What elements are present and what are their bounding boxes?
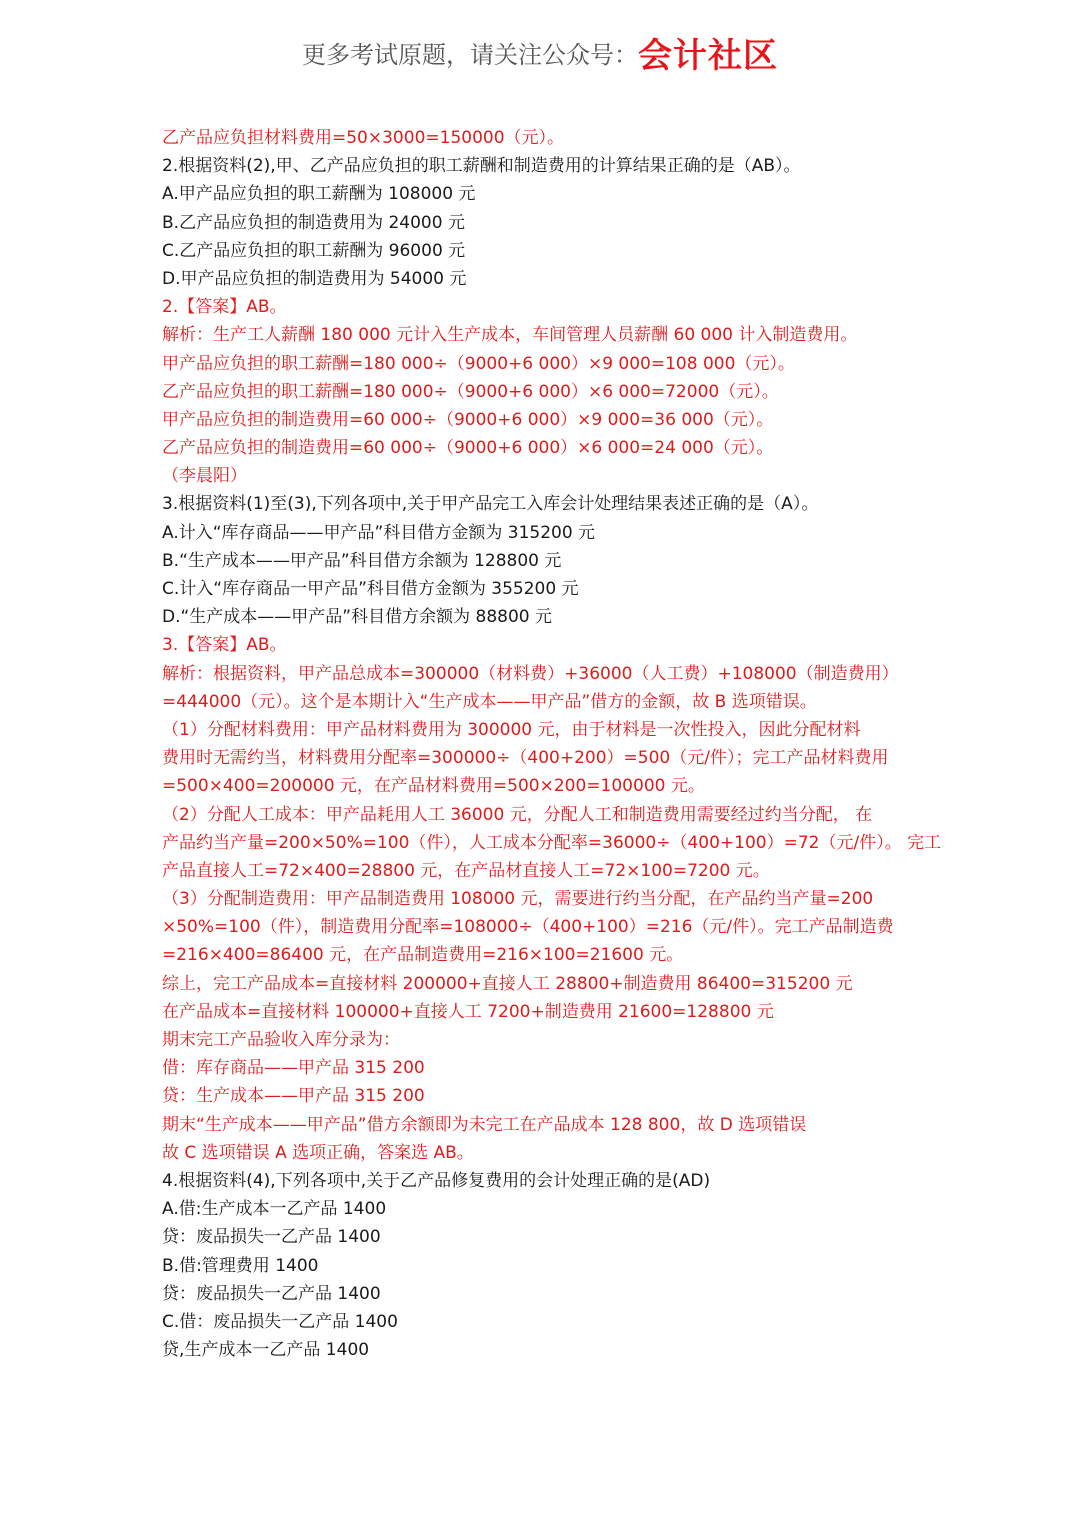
text-line: 期末“生产成本——甲产品”借方余额即为未完工在产品成本 128 800，故 D 选项错误 bbox=[162, 1114, 807, 1135]
text-line: 产品约当产量=200×50%=100（件），人工成本分配率=36000÷（400+100）=72（元/件）。 完工 bbox=[162, 832, 942, 853]
text-line: 3.根据资料(1)至(3),下列各项中,关于甲产品完工入库会计处理结果表述正确的是（A）。 bbox=[162, 494, 819, 515]
header-brand: 会计社区 bbox=[638, 36, 778, 76]
text-line: A.借:生产成本一乙产品 1400 bbox=[162, 1199, 387, 1220]
text-line: 贷：废品损失一乙产品 1400 bbox=[162, 1283, 381, 1304]
text-line: D.甲产品应负担的制造费用为 54000 元 bbox=[162, 268, 467, 289]
text-line: （3）分配制造费用：甲产品制造费用 108000 元，需要进行约当分配，在产品约当产量=200 bbox=[162, 889, 874, 910]
text-line: 解析：生产工人薪酬 180 000 元计入生产成本，车间管理人员薪酬 60 000 计入制造费用。 bbox=[162, 325, 858, 346]
text-line: （2）分配人工成本：甲产品耗用人工 36000 元，分配人工和制造费用需要经过约当分配， 在 bbox=[162, 804, 873, 825]
text-line: =500×400=200000 元，在产品材料费用=500×200=100000 元。 bbox=[162, 776, 705, 797]
text-line: 甲产品应负担的制造费用=60 000÷（9000+6 000）×9 000=36 000（元）。 bbox=[162, 409, 774, 430]
text-line: C.计入“库存商品一甲产品”科目借方金额为 355200 元 bbox=[162, 579, 579, 599]
text-line: 贷：废品损失一乙产品 1400 bbox=[162, 1227, 381, 1248]
text-line: =444000（元）。这个是本期计入“生产成本——甲产品”借方的金额，故 B 选项错误。 bbox=[162, 691, 817, 712]
text-line: 期末完工产品验收入库分录为： bbox=[162, 1030, 400, 1050]
text-line: B.“生产成本——甲产品”科目借方余额为 128800 元 bbox=[162, 550, 562, 571]
text-line: A.甲产品应负担的职工薪酬为 108000 元 bbox=[162, 184, 476, 205]
page-header bbox=[0, 28, 1080, 77]
text-line: （李晨阳） bbox=[162, 466, 247, 487]
text-line: =216×400=86400 元，在产品制造费用=216×100=21600 元。 bbox=[162, 945, 684, 966]
text-line: 2.根据资料(2),甲、乙产品应负担的职工薪酬和制造费用的计算结果正确的是（AB）。 bbox=[162, 156, 801, 177]
text-line: A.计入“库存商品——甲产品”科目借方金额为 315200 元 bbox=[162, 522, 596, 543]
text-line: B.借:管理费用 1400 bbox=[162, 1255, 319, 1276]
text-line: 在产品成本=直接材料 100000+直接人工 7200+制造费用 21600=128800 元 bbox=[162, 1001, 774, 1022]
text-line: 3.【答案】AB。 bbox=[162, 635, 287, 656]
text-line: 乙产品应负担材料费用=50×3000=150000（元）。 bbox=[162, 128, 565, 148]
text-line: 故 C 选项错误 A 选项正确，答案选 AB。 bbox=[162, 1142, 474, 1163]
text-line: C.借：废品损失一乙产品 1400 bbox=[162, 1311, 398, 1332]
document-body bbox=[162, 124, 962, 1364]
text-line: 2.【答案】AB。 bbox=[162, 297, 287, 318]
text-line: D.“生产成本——甲产品”科目借方余额为 88800 元 bbox=[162, 607, 552, 628]
text-line: 甲产品应负担的职工薪酬=180 000÷（9000+6 000）×9 000=108 000（元）。 bbox=[162, 353, 795, 374]
text-line: 解析：根据资料，甲产品总成本=300000（材料费）+36000（人工费）+108000（制造费用） bbox=[162, 663, 899, 684]
text-line: （1）分配材料费用：甲产品材料费用为 300000 元，由于材料是一次性投入，因此分配材料 bbox=[162, 719, 861, 740]
text-line: 贷,生产成本一乙产品 1400 bbox=[162, 1340, 370, 1361]
text-line: ×50%=100（件），制造费用分配率=108000÷（400+100）=216（元/件）。完工产品制造费 bbox=[162, 917, 894, 938]
text-line: 4.根据资料(4),下列各项中,关于乙产品修复费用的会计处理正确的是(AD) bbox=[162, 1170, 711, 1191]
text-line: 贷：生产成本——甲产品 315 200 bbox=[162, 1086, 425, 1107]
text-line: 借：库存商品——甲产品 315 200 bbox=[162, 1058, 425, 1079]
text-line: 综上，完工产品成本=直接材料 200000+直接人工 28800+制造费用 86400=315200 元 bbox=[162, 973, 853, 994]
text-line: B.乙产品应负担的制造费用为 24000 元 bbox=[162, 212, 465, 233]
text-line: C.乙产品应负担的职工薪酬为 96000 元 bbox=[162, 240, 466, 261]
text-line: 费用时无需约当，材料费用分配率=300000÷（400+200）=500（元/件）；完工产品材料费用 bbox=[162, 748, 889, 769]
text-line: 乙产品应负担的职工薪酬=180 000÷（9000+6 000）×6 000=72000（元）。 bbox=[162, 381, 779, 402]
text-line: 乙产品应负担的制造费用=60 000÷（9000+6 000）×6 000=24 000（元）。 bbox=[162, 438, 774, 459]
header-prefix: 更多考试原题，请关注公众号： bbox=[302, 41, 638, 69]
text-line: 产品直接人工=72×400=28800 元，在产品材直接人工=72×100=7200 元。 bbox=[162, 860, 770, 881]
